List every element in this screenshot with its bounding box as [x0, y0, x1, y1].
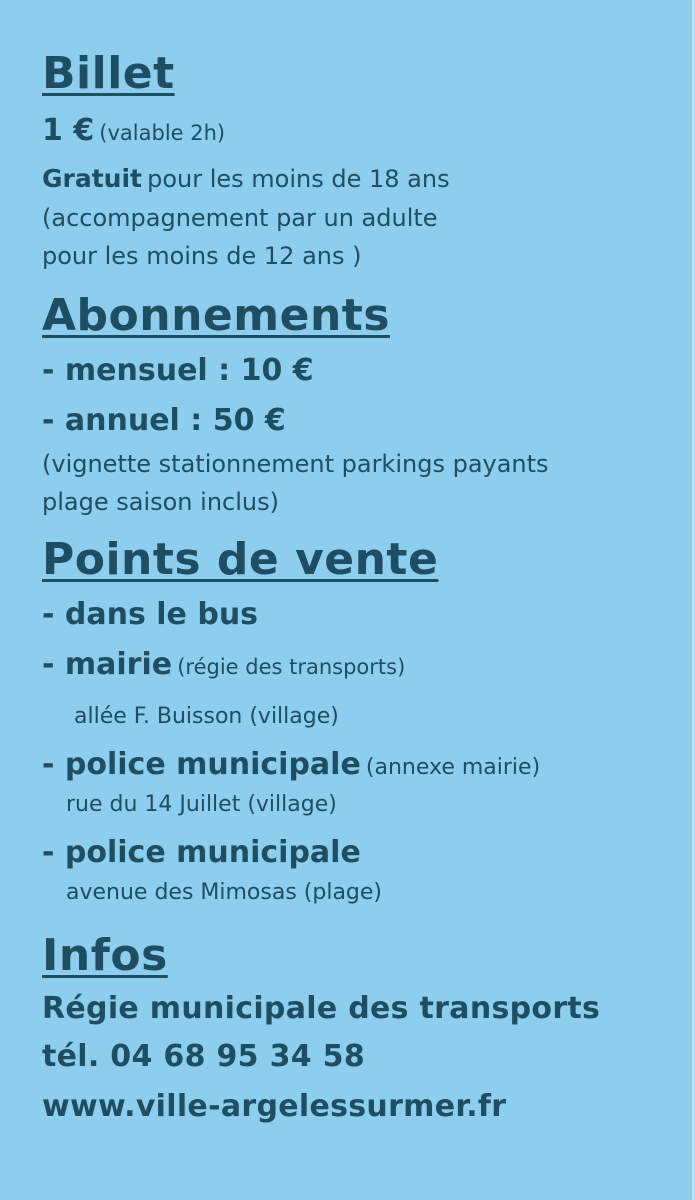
infos-org: Régie municipale des transports: [42, 991, 601, 1026]
point-bus: - dans le bus: [42, 597, 259, 632]
abonnement-yearly: - annuel : 50 €: [42, 403, 286, 438]
billet-note-line1: (accompagnement par un adulte: [42, 204, 438, 232]
point-mairie-address: allée F. Buisson (village): [74, 704, 339, 729]
point-police1: - police municipale: [42, 747, 361, 782]
abonnements-heading: Abonnements: [42, 290, 391, 341]
point-mairie: - mairie: [42, 647, 173, 682]
point-mairie-line: [42, 647, 406, 682]
billet-free-line: [42, 166, 450, 191]
point-police2: - police municipale: [42, 835, 361, 870]
billet-heading: Billet: [42, 48, 175, 99]
billet-free-label: Gratuit: [42, 164, 142, 193]
abonnement-note-line1: (vignette stationnement parkings payants: [42, 450, 549, 478]
point-police2-address: avenue des Mimosas (plage): [66, 880, 383, 905]
billet-note-line2: pour les moins de 12 ans ): [42, 242, 362, 270]
point-mairie-note: (régie des transports): [177, 655, 406, 679]
billet-free-text: pour les moins de 18 ans: [147, 165, 450, 193]
point-police1-line: [42, 747, 541, 782]
infos-heading: Infos: [42, 930, 168, 981]
infos-phone: tél. 04 68 95 34 58: [42, 1039, 366, 1074]
abonnement-note-line2: plage saison inclus): [42, 488, 279, 516]
point-police1-address: rue du 14 Juillet (village): [66, 792, 337, 817]
points-de-vente-heading: Points de vente: [42, 534, 439, 585]
billet-price-line: [42, 113, 226, 148]
billet-price: 1 €: [42, 113, 95, 148]
billet-price-note: (valable 2h): [99, 121, 226, 145]
abonnement-monthly: - mensuel : 10 €: [42, 353, 314, 388]
infos-website[interactable]: www.ville-argelessurmer.fr: [42, 1089, 507, 1124]
point-police1-note: (annexe mairie): [365, 755, 541, 780]
